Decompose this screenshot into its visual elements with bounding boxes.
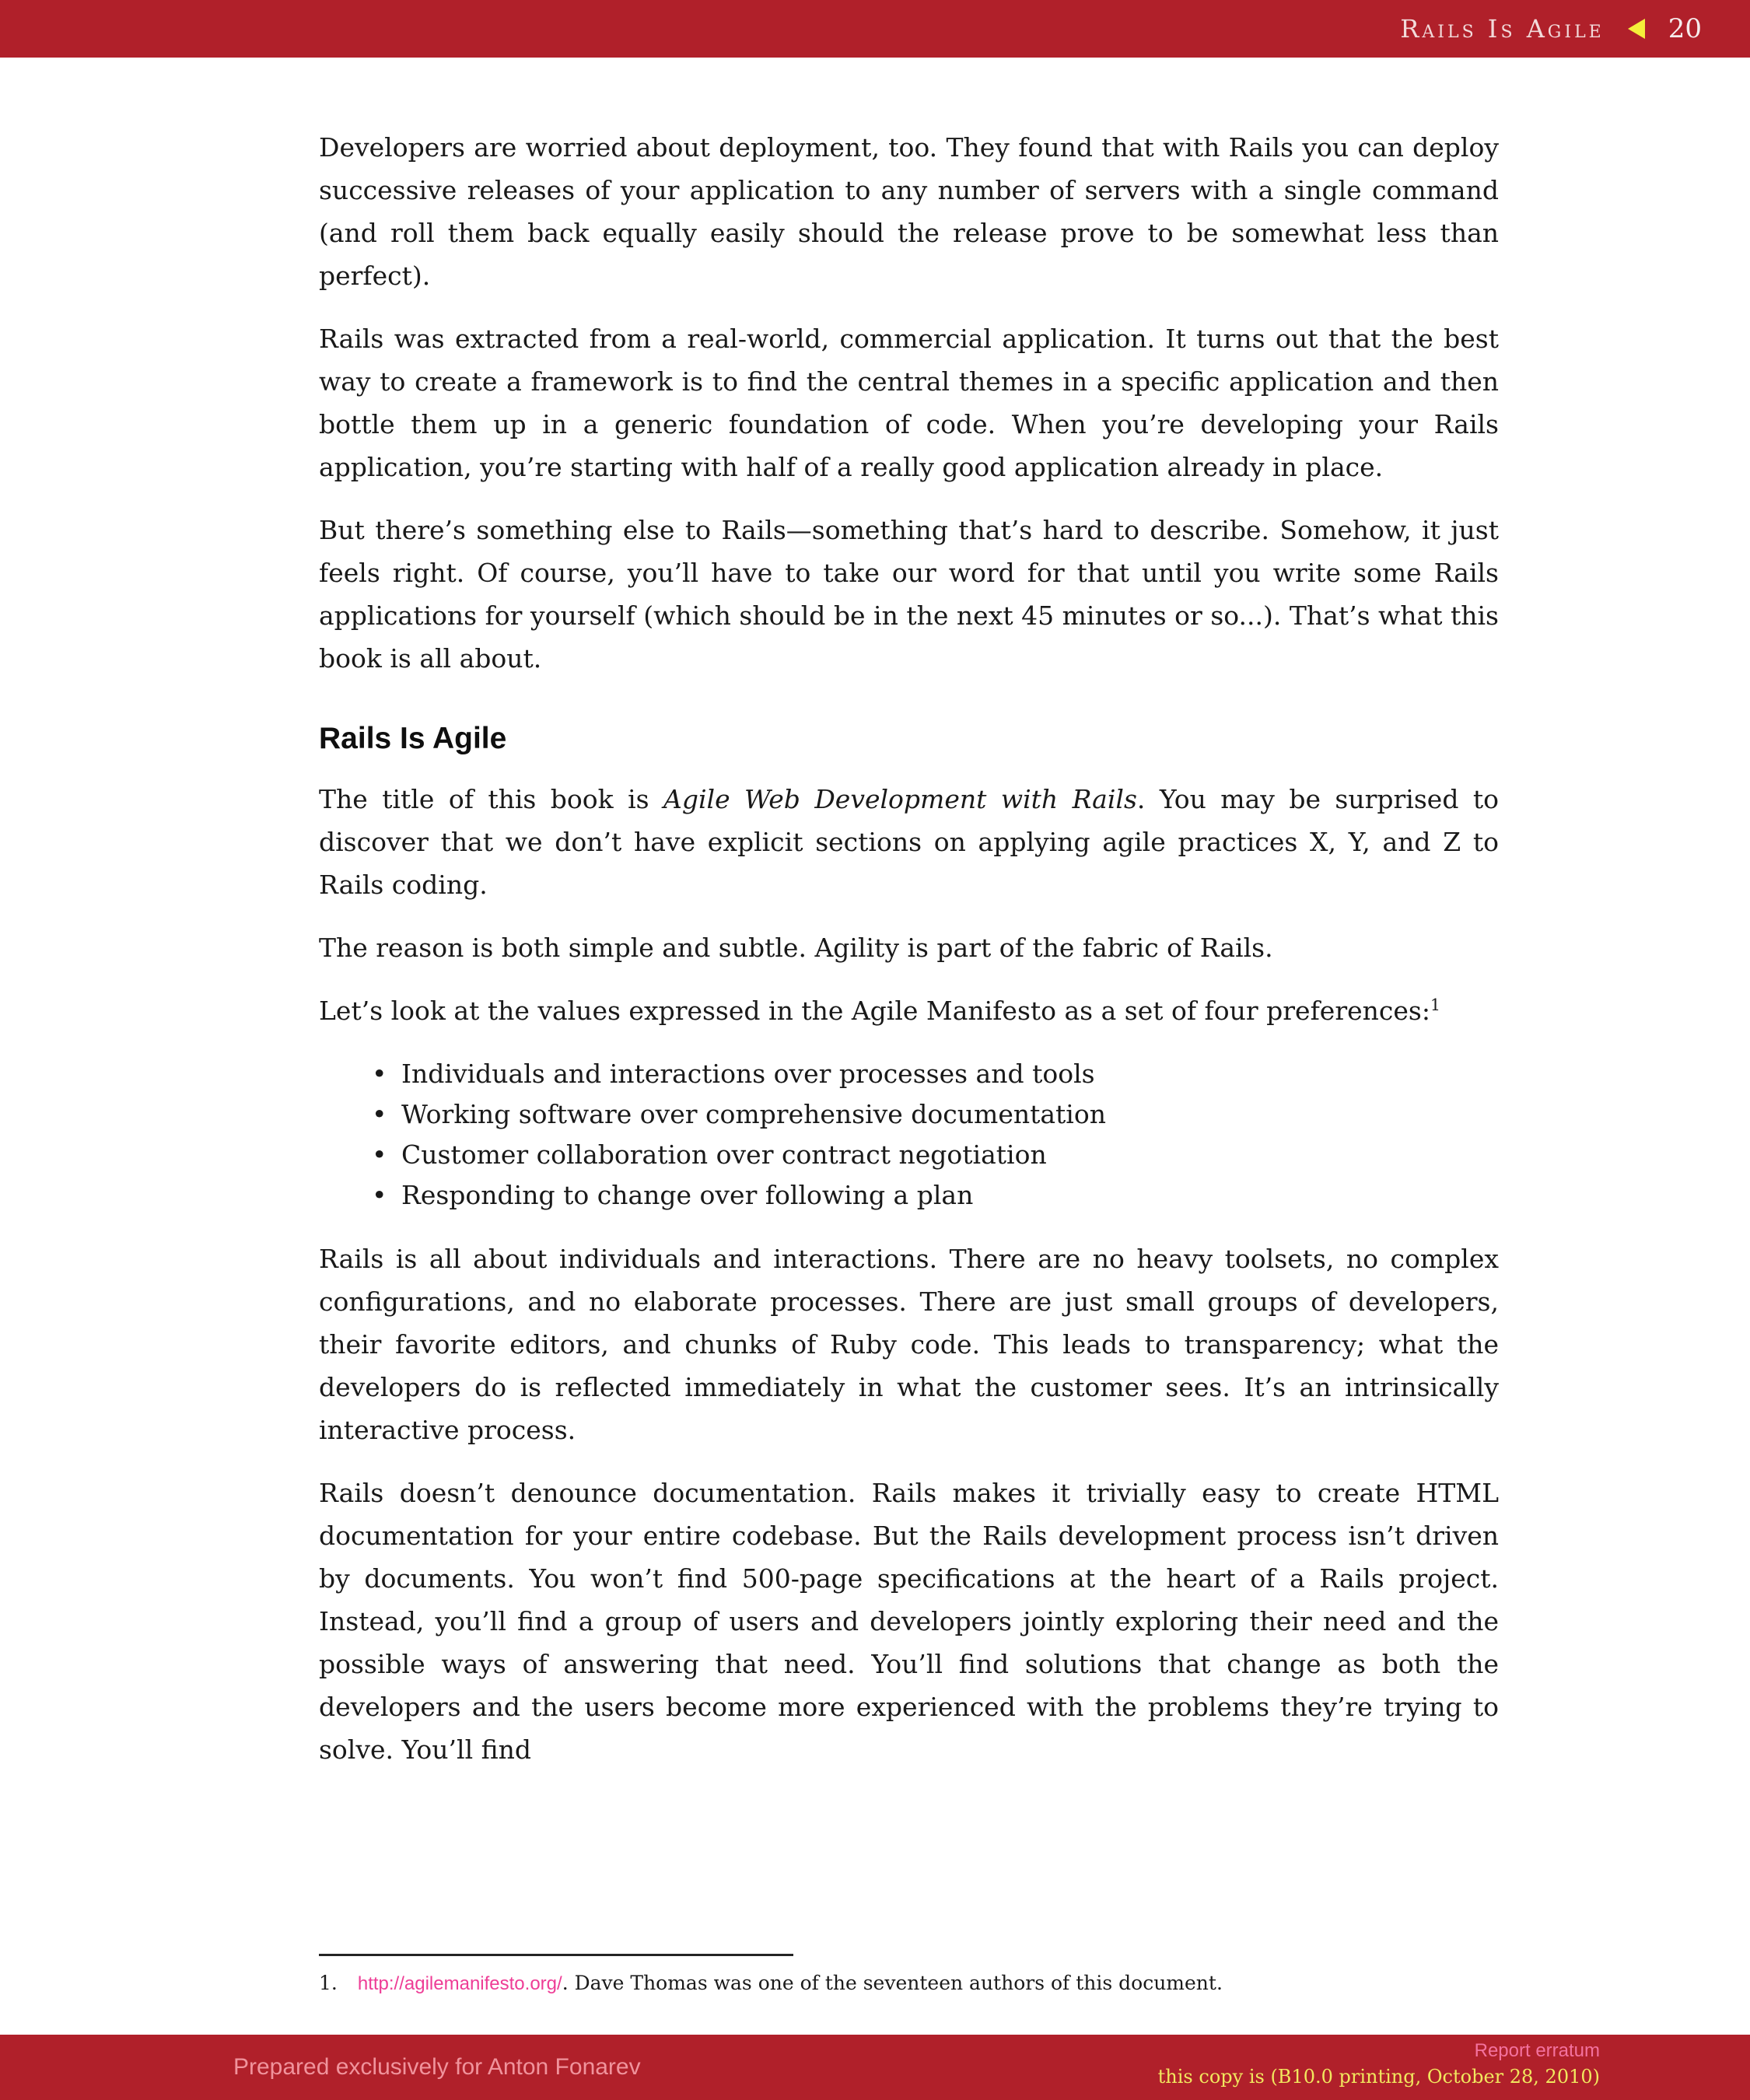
paragraph-manifesto: [319, 989, 1499, 1032]
footnote: [319, 1970, 1499, 1997]
footnote-block: [319, 1954, 1499, 1997]
section-heading: Rails Is Agile: [319, 722, 507, 755]
book-title-italic: Agile Web Development with Rails: [663, 784, 1137, 814]
paragraph-manifesto-text: Let’s look at the values expressed in the Agile Manifesto as a set of four preferences:: [319, 996, 1430, 1026]
list-item: • Responding to change over following a plan: [401, 1175, 1499, 1216]
footnote-divider: [319, 1954, 793, 1956]
footnote-number: 1.: [319, 1972, 338, 1994]
header-bar: [0, 0, 1750, 58]
list-item: • Individuals and interactions over processes and tools: [401, 1054, 1499, 1094]
manifesto-values-list: [319, 1054, 1499, 1216]
page-body: [319, 126, 1499, 1771]
paragraph-reason: The reason is both simple and subtle. Agility is part of the fabric of Rails.: [319, 933, 1273, 963]
paragraph-feels-right: But there’s something else to Rails—something that’s hard to describe. Somehow, it just feels right. Of course, you’ll have to take our word for that until you write some Rails applications for yourself (which should be in the next 45 minutes or so...). That’s what this book is all about.: [319, 515, 1499, 674]
footnote-suffix: . Dave Thomas was one of the seventeen authors of this document.: [562, 1972, 1223, 1994]
paragraph-extracted: Rails was extracted from a real-world, commercial application. It turns out that the best way to create a framework is to find the central themes in a specific application and then bottle them up in a generic foundation of code. When you’re developing your Rails application, you’re starting with half of a really good application already in place.: [319, 324, 1499, 482]
left-triangle-icon: [1628, 19, 1645, 39]
paragraph-book-title-post: . You may be surprised to discover that we don’t have explicit sections on applying agile practices X, Y, and Z to Rails coding.: [319, 784, 1500, 900]
paragraph-individuals: Rails is all about individuals and interactions. There are no heavy toolsets, no complex configurations, and no elaborate processes. There are just small groups of developers, their favorite editors, and chunks of Ruby code. This leads to transparency; what the developers do is reflected immediately in what the customer sees. It’s an intrinsically interactive process.: [319, 1244, 1499, 1445]
footer-right-block: [1158, 2040, 1600, 2088]
list-item: • Customer collaboration over contract negotiation: [401, 1135, 1499, 1175]
prepared-for-text: Prepared exclusively for Anton Fonarev: [233, 2054, 641, 2080]
paragraph-deployment: Developers are worried about deployment, too. They found that with Rails you can deploy successive releases of your application to any number of servers with a single command (and roll them back equally easily should the release prove to be somewhat less than perfect).: [319, 132, 1499, 291]
page-number: 20: [1668, 13, 1702, 44]
printing-info: this copy is (B10.0 printing, October 28, 2010): [1157, 2066, 1600, 2088]
report-erratum-link[interactable]: Report erratum: [1474, 2040, 1600, 2061]
agilemanifesto-link[interactable]: http://agilemanifesto.org/: [357, 1973, 562, 1994]
header-section-title: Rails Is Agile: [1400, 14, 1605, 44]
paragraph-book-title: [319, 778, 1499, 906]
paragraph-documentation: Rails doesn’t denounce documentation. Rails makes it trivially easy to create HTML documentation for your entire codebase. But the Rails development process isn’t driven by documents. You won’t find 500-page specifications at the heart of a Rails project. Instead, you’ll find a group of users and developers jointly exploring their need and the possible ways of answering that need. You’ll find solutions that change as both the developers and the users become more experienced with the problems they’re trying to solve. You’ll find: [319, 1478, 1499, 1765]
paragraph-book-title-pre: The title of this book is: [319, 784, 663, 814]
list-item: • Working software over comprehensive documentation: [401, 1094, 1499, 1135]
footnote-reference: 1: [1430, 996, 1440, 1014]
footer-bar: [0, 2035, 1750, 2100]
